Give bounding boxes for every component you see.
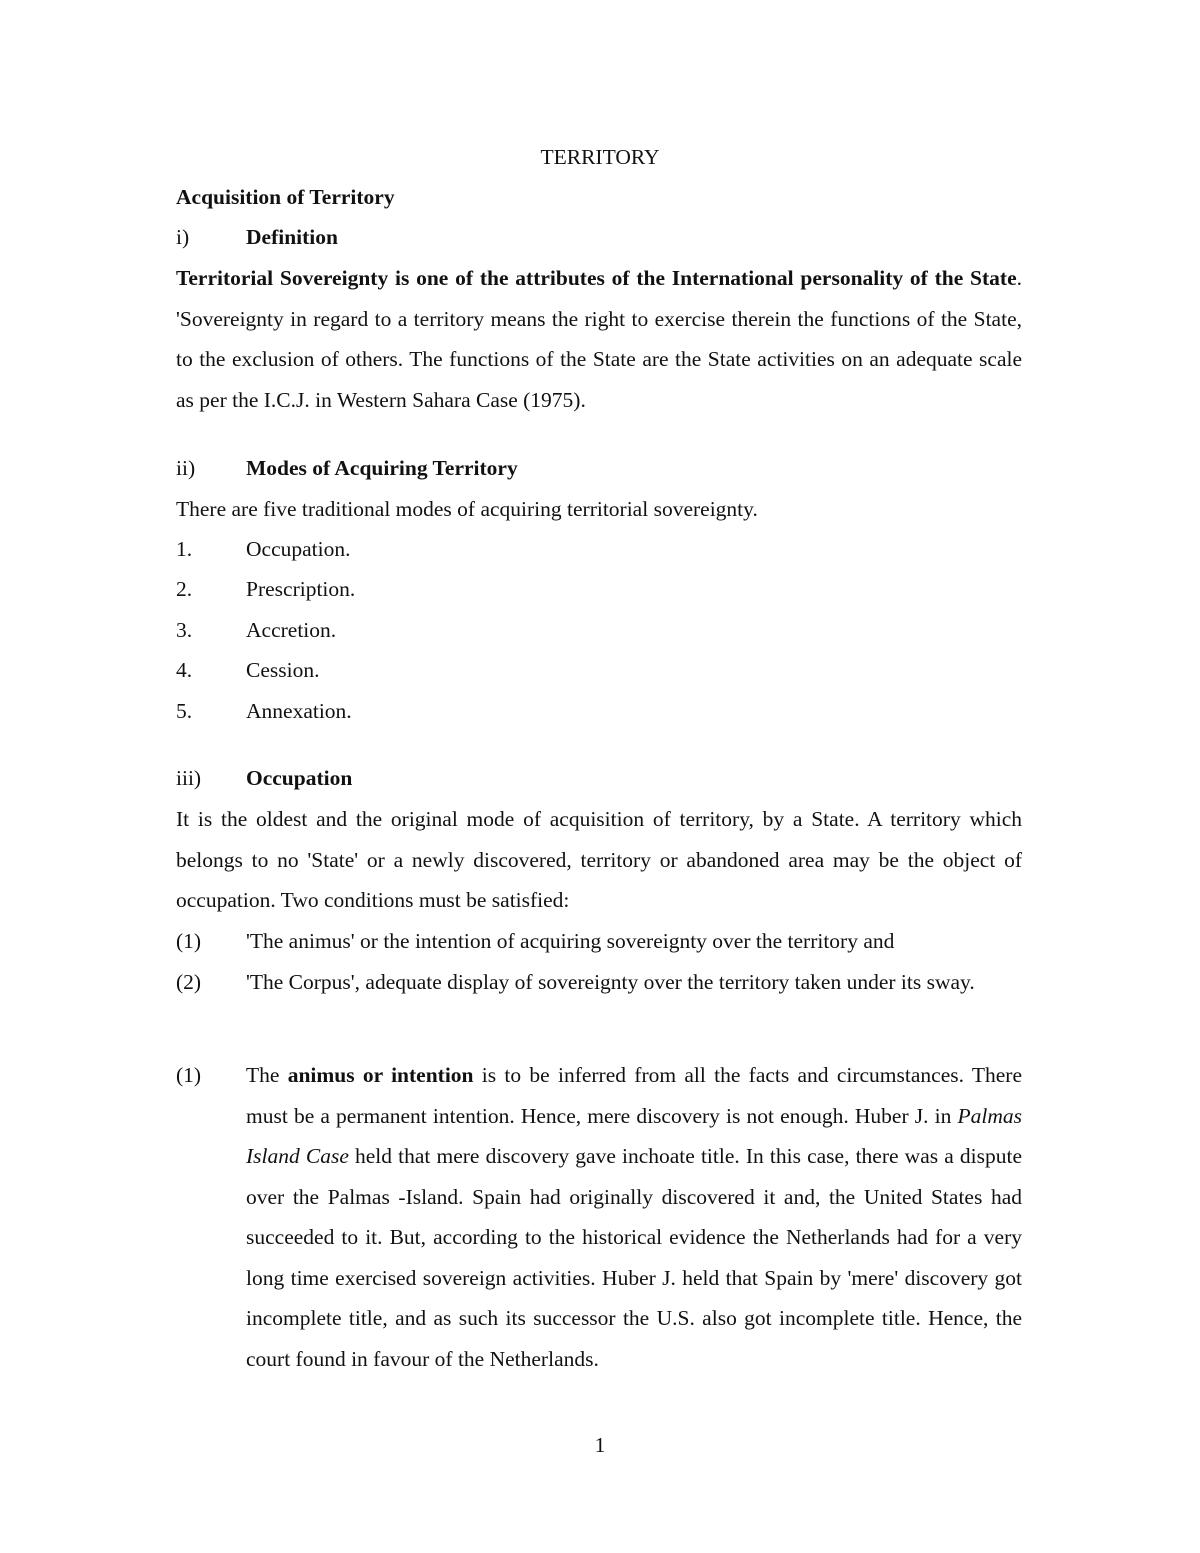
definition-bold-lead: Territorial Sovereignty is one of the attributes of the International personality of the State bbox=[176, 266, 1017, 290]
definition-text: . 'Sovereignty in regard to a territory means the right to exercise therein the functions of the State, to the exclusion of others. The functions of the State are the State activities on an adequate scale as per the I.C.J. in Western Sahara Case (1975). bbox=[176, 266, 1022, 412]
list-item bbox=[176, 691, 1022, 731]
case-name: Palmas Island Case bbox=[246, 1103, 1022, 1168]
list-item-label: Accretion. bbox=[246, 618, 337, 642]
page-title: TERRITORY bbox=[540, 145, 660, 169]
condition-text: 'The animus' or the intention of acquiring sovereignty over the territory and bbox=[246, 929, 895, 953]
occupation-heading bbox=[176, 758, 1022, 798]
animus-mid: is to be inferred from all the facts and circumstances. There must be a permanent intention. Hence, mere discovery is not enough. Huber J. in bbox=[246, 1063, 1022, 1128]
modes-intro: There are five traditional modes of acquiring territorial sovereignty. bbox=[176, 497, 758, 521]
list-item-label: Annexation. bbox=[246, 699, 352, 723]
animus-post: held that mere discovery gave inchoate title. In this case, there was a dispute over the Palmas -Island. Spain had originally discovered it and, the United States had succeeded to it. But, according to the historical evidence the Netherlands had for a very long time exercised sovereign activities. Huber J. held that Spain by 'mere' discovery got incomplete title, and as such its successor the U.S. also got incomplete title. Hence, the court found in favour of the Netherlands. bbox=[246, 1144, 1022, 1371]
list-item bbox=[176, 569, 1022, 609]
list-item-number: 2. bbox=[176, 577, 193, 601]
list-item bbox=[176, 529, 1022, 569]
condition-text: 'The Corpus', adequate display of sovereignty over the territory taken under its sway. bbox=[246, 970, 975, 994]
list-item-label: Cession. bbox=[246, 658, 320, 682]
modes-heading bbox=[176, 448, 1022, 488]
definition-number: i) bbox=[176, 225, 190, 249]
definition-heading bbox=[176, 217, 1022, 257]
list-item-label: Prescription. bbox=[246, 577, 356, 601]
list-item-number: 1. bbox=[176, 537, 193, 561]
occupation-intro: It is the oldest and the original mode of acquisition of territory, by a State. A territory which belongs to no 'State' or a newly discovered, territory or abandoned area may be the object of occupation. Two conditions must be satisfied: bbox=[176, 807, 1022, 912]
definition-label: Definition bbox=[246, 225, 338, 249]
list-item bbox=[176, 650, 1022, 690]
condition-number: (2) bbox=[176, 970, 202, 994]
modes-number: ii) bbox=[176, 456, 196, 480]
list-item-number: 3. bbox=[176, 618, 193, 642]
animus-number: (1) bbox=[176, 1063, 202, 1087]
list-item-number: 5. bbox=[176, 699, 193, 723]
list-item bbox=[176, 610, 1022, 650]
animus-pre: The bbox=[246, 1063, 288, 1087]
animus-bold: animus or intention bbox=[287, 1063, 474, 1087]
page-number: 1 bbox=[594, 1433, 606, 1457]
condition-number: (1) bbox=[176, 929, 202, 953]
occupation-number: iii) bbox=[176, 766, 202, 790]
modes-label: Modes of Acquiring Territory bbox=[246, 456, 518, 480]
section-heading: Acquisition of Territory bbox=[176, 185, 395, 209]
definition-paragraph bbox=[176, 258, 1022, 420]
occupation-label: Occupation bbox=[246, 766, 353, 790]
list-item-number: 4. bbox=[176, 658, 193, 682]
animus-paragraph bbox=[246, 1055, 1022, 1379]
list-item-label: Occupation. bbox=[246, 537, 351, 561]
